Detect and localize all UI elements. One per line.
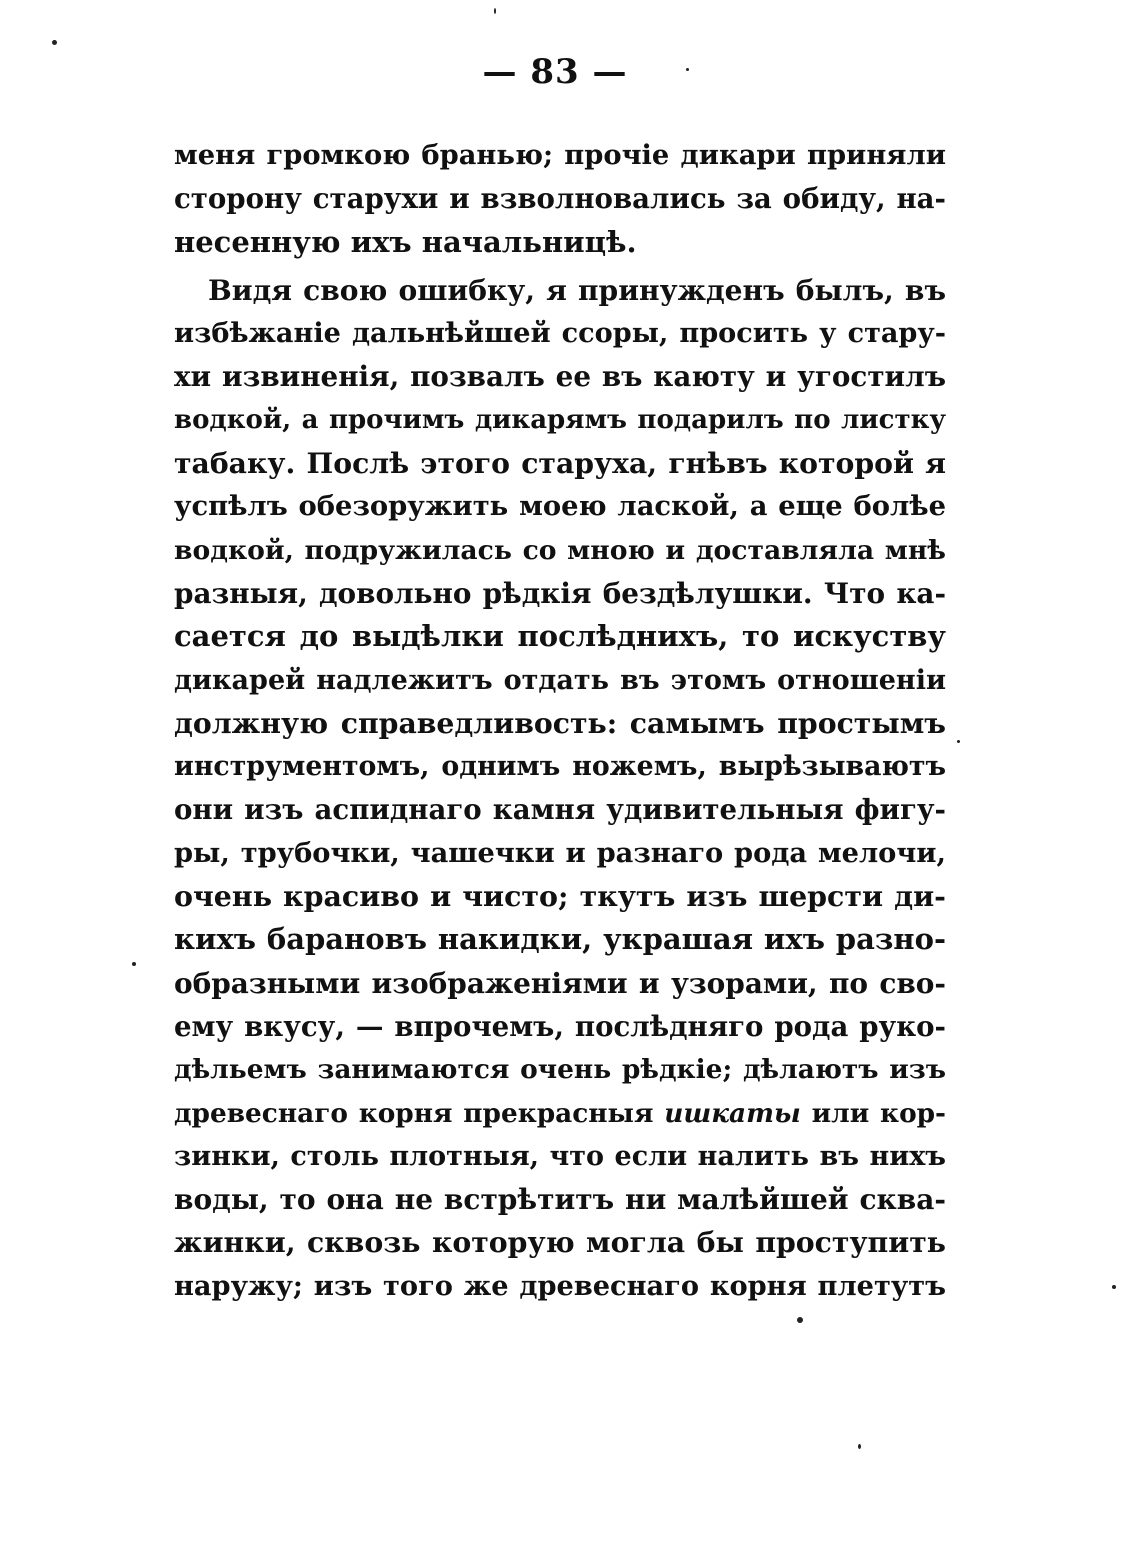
text-line: должную справедливость: самымъ простымъ (174, 705, 946, 740)
scan-speck (1112, 1285, 1116, 1289)
text-line: успѣлъ обезоружить моею лаской, а еще болѣе (174, 490, 946, 523)
text-fragment: зинки, (174, 1140, 291, 1172)
text-line: сторону старухи и взволновались за обиду, на- (174, 182, 946, 216)
text-line: дикарей надлежитъ отдать въ этомъ отношеніи (174, 664, 946, 696)
text-line: ему вкусу, — впрочемъ, послѣдняго рода руко- (174, 1009, 946, 1043)
text-line: очень красиво и чисто; ткутъ изъ шерсти ди- (174, 879, 946, 914)
text-line: сается до выдѣлки послѣднихъ, то искуству (174, 619, 946, 654)
text-line: избѣжаніе дальнѣйшей ссоры, просить у стару- (174, 318, 946, 350)
text-line: жинки, сквозь которую могла бы проступить (174, 1225, 946, 1260)
text-line: водкой, подружилась со мною и доставляла мнѣ (174, 534, 946, 566)
text-line: Видя свою ошибку, я принужденъ былъ, въ (208, 273, 946, 307)
scan-speck (494, 8, 496, 14)
text-fragment: столь плотныя, что если налить въ нихъ (290, 1140, 947, 1172)
scan-speck (686, 68, 689, 71)
scan-speck (957, 740, 960, 743)
text-line: кихъ барановъ накидки, украшая ихъ разно- (174, 922, 946, 957)
text-line: несенную ихъ начальницѣ. (174, 224, 637, 259)
text-line: наружу; изъ того же древеснаго корня плетутъ (174, 1269, 946, 1302)
text-line: образными изображеніями и узорами, по сво- (174, 966, 946, 1000)
text-fragment: древеснаго корня прекрасныя (174, 1097, 665, 1129)
paragraph-1 (174, 134, 946, 264)
text-line: инструментомъ, однимъ ножемъ, вырѣзываютъ (174, 751, 946, 783)
text-line: дѣльемъ занимаются очень рѣдкіе; дѣлаютъ изъ (174, 1054, 946, 1086)
text-line (174, 1135, 946, 1178)
text-line: разныя, довольно рѣдкія бездѣлушки. Что ка- (174, 576, 946, 610)
scan-speck (132, 962, 136, 966)
body-text (174, 134, 946, 1308)
paragraph-2 (174, 269, 946, 1308)
text-line: табаку. Послѣ этого старуха, гнѣвъ которой я (174, 446, 946, 481)
scan-speck (858, 1444, 861, 1449)
italic-word: ишкаты (664, 1097, 801, 1129)
text-fragment: или кор- (800, 1097, 946, 1129)
text-line: меня громкою бранью; прочіе дикари приняли (174, 139, 946, 171)
text-line: водкой, а прочимъ дикарямъ подарилъ по листку (174, 404, 946, 435)
text-line: хи извиненія, позвалъ ее въ каюту и угостилъ (174, 360, 946, 394)
scan-speck (797, 1317, 803, 1323)
text-line: воды, то она не встрѣтитъ ни малѣйшей сква- (174, 1183, 946, 1217)
text-line-with-italic (174, 1092, 946, 1135)
text-line: они изъ аспиднаго камня удивительныя фигу- (174, 793, 946, 827)
text-line: ры, трубочки, чашечки и разнаго рода мелочи, (174, 836, 946, 869)
page-number: — 83 — (482, 52, 628, 92)
scan-speck (52, 40, 57, 45)
